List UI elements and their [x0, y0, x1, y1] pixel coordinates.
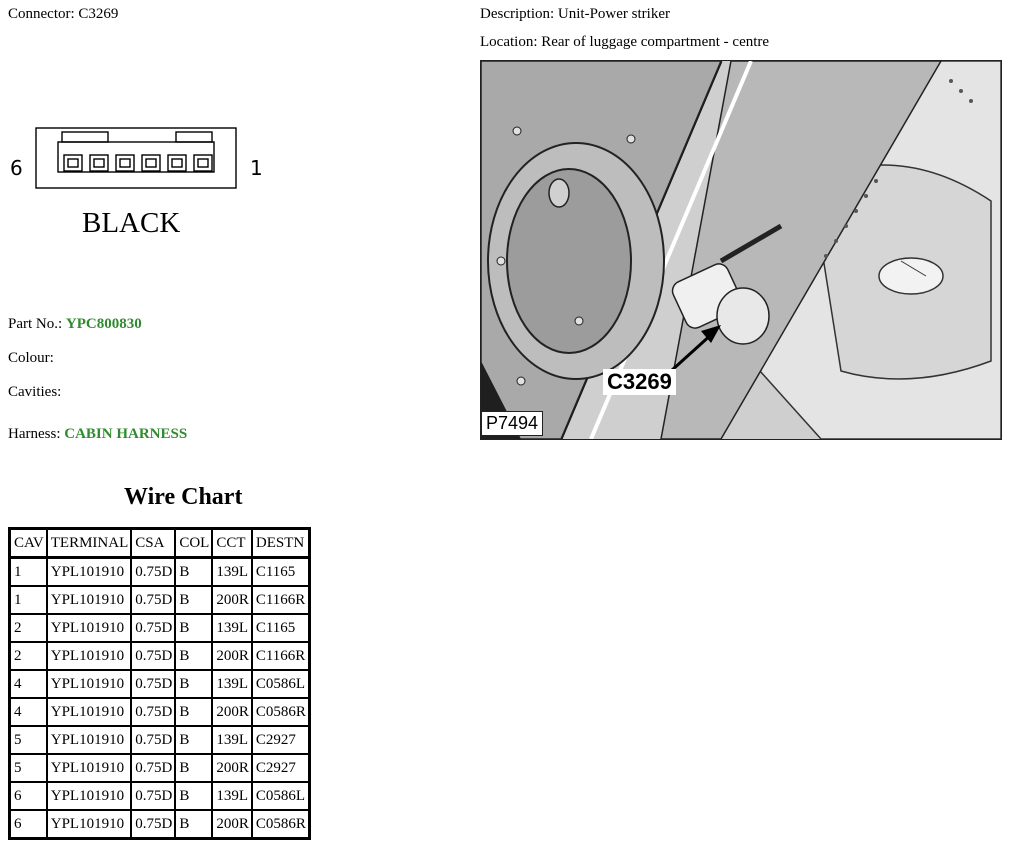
pin-cavity-2 — [168, 155, 186, 171]
pin-label-left: 6 — [10, 156, 23, 180]
cell-cav: 4 — [10, 698, 47, 726]
table-row — [10, 726, 309, 754]
cell-csa: 0.75D — [131, 586, 175, 614]
table-row — [10, 586, 309, 614]
cell-cct: 200R — [212, 754, 252, 782]
pin-cavity-5-inner — [94, 159, 104, 167]
pin-label-right: 1 — [250, 156, 263, 180]
table-row — [10, 698, 309, 726]
cell-csa: 0.75D — [131, 558, 175, 586]
cell-csa: 0.75D — [131, 642, 175, 670]
table-row — [10, 642, 309, 670]
pin-cavity-1-inner — [198, 159, 208, 167]
header-cct: CCT — [212, 529, 252, 558]
connector-color-text: BLACK — [82, 207, 181, 239]
cell-col: B — [175, 614, 212, 642]
cell-csa: 0.75D — [131, 726, 175, 754]
cell-csa: 0.75D — [131, 670, 175, 698]
latch-left — [62, 132, 108, 142]
cell-csa: 0.75D — [131, 614, 175, 642]
cell-cav: 6 — [10, 782, 47, 810]
cell-cav: 4 — [10, 670, 47, 698]
cell-col: B — [175, 670, 212, 698]
location-value: Rear of luggage compartment - centre — [541, 34, 770, 50]
pin-cavity-3 — [142, 155, 160, 171]
connector-value: C3269 — [78, 6, 119, 22]
part-no-label: Part No.: — [8, 316, 63, 332]
cell-col: B — [175, 782, 212, 810]
colour-label: Colour: — [8, 350, 54, 366]
table-row — [10, 670, 309, 698]
pin-cavity-6 — [64, 155, 82, 171]
cell-terminal: YPL101910 — [47, 670, 132, 698]
cell-cav: 5 — [10, 754, 47, 782]
photo-callout-label: C3269 — [603, 369, 676, 395]
harness-value[interactable]: CABIN HARNESS — [64, 426, 188, 442]
cell-terminal: YPL101910 — [47, 614, 132, 642]
description-line — [480, 6, 670, 23]
header-col: COL — [175, 529, 212, 558]
cell-terminal: YPL101910 — [47, 782, 132, 810]
harness-label: Harness: — [8, 426, 61, 442]
table-row — [10, 558, 309, 586]
pin-cavity-2-inner — [172, 159, 182, 167]
pin-cavity-4-inner — [120, 159, 130, 167]
cell-cct: 200R — [212, 586, 252, 614]
cell-terminal: YPL101910 — [47, 726, 132, 754]
pin-cavity-1 — [194, 155, 212, 171]
cell-destn: C2927 — [252, 726, 309, 754]
cell-destn: C1166R — [252, 586, 309, 614]
photo-figure-id: P7494 — [481, 411, 543, 436]
cell-cav: 2 — [10, 614, 47, 642]
cell-destn: C1165 — [252, 558, 309, 586]
cell-cct: 139L — [212, 558, 252, 586]
wire-chart-table — [8, 527, 311, 840]
cell-cct: 200R — [212, 810, 252, 838]
cell-cct: 200R — [212, 642, 252, 670]
connector-housing — [36, 128, 236, 188]
harness-line — [8, 426, 187, 443]
table-row — [10, 754, 309, 782]
cell-terminal: YPL101910 — [47, 558, 132, 586]
cell-cct: 139L — [212, 670, 252, 698]
cell-col: B — [175, 586, 212, 614]
cavities-label: Cavities: — [8, 384, 62, 400]
cell-csa: 0.75D — [131, 698, 175, 726]
cell-cav: 5 — [10, 726, 47, 754]
header-cav: CAV — [10, 529, 47, 558]
pin-cavity-5 — [90, 155, 108, 171]
part-no-value[interactable]: YPC800830 — [65, 316, 142, 332]
cell-cav: 2 — [10, 642, 47, 670]
cell-cct: 139L — [212, 614, 252, 642]
wire-chart-title: Wire Chart — [124, 484, 243, 510]
pin-cavity-3-inner — [146, 159, 156, 167]
cell-cct: 139L — [212, 782, 252, 810]
connector-line — [8, 6, 118, 23]
location-photo — [480, 60, 1002, 440]
cell-terminal: YPL101910 — [47, 642, 132, 670]
table-row — [10, 614, 309, 642]
cell-destn: C1165 — [252, 614, 309, 642]
table-row — [10, 810, 309, 838]
cell-destn: C1166R — [252, 642, 309, 670]
cell-terminal: YPL101910 — [47, 586, 132, 614]
cell-col: B — [175, 642, 212, 670]
description-value: Unit-Power striker — [557, 6, 670, 22]
location-label: Location: — [480, 34, 538, 50]
cell-destn: C2927 — [252, 754, 309, 782]
cell-csa: 0.75D — [131, 754, 175, 782]
cell-col: B — [175, 754, 212, 782]
connector-face-diagram — [0, 110, 280, 250]
cell-csa: 0.75D — [131, 782, 175, 810]
location-line — [480, 34, 769, 51]
cell-terminal: YPL101910 — [47, 754, 132, 782]
cell-col: B — [175, 698, 212, 726]
colour-line — [8, 350, 54, 367]
location-photo-drawing — [481, 61, 1001, 439]
header-csa: CSA — [131, 529, 175, 558]
connector-label: Connector: — [8, 6, 75, 22]
wire-chart-header-row — [10, 529, 309, 558]
cell-cav: 1 — [10, 558, 47, 586]
header-terminal: TERMINAL — [47, 529, 132, 558]
pin-cavity-4 — [116, 155, 134, 171]
cell-col: B — [175, 726, 212, 754]
cell-destn: C0586L — [252, 670, 309, 698]
part-no-line — [8, 316, 142, 333]
cell-col: B — [175, 558, 212, 586]
cell-col: B — [175, 810, 212, 838]
cavities-line — [8, 384, 61, 401]
cell-cct: 139L — [212, 726, 252, 754]
cell-destn: C0586L — [252, 782, 309, 810]
cell-cct: 200R — [212, 698, 252, 726]
pin-cavity-6-inner — [68, 159, 78, 167]
cell-cav: 6 — [10, 810, 47, 838]
cell-destn: C0586R — [252, 698, 309, 726]
description-label: Description: — [480, 6, 555, 22]
cell-terminal: YPL101910 — [47, 810, 132, 838]
cell-destn: C0586R — [252, 810, 309, 838]
table-row — [10, 782, 309, 810]
cell-csa: 0.75D — [131, 810, 175, 838]
header-destn: DESTN — [252, 529, 309, 558]
cell-cav: 1 — [10, 586, 47, 614]
cell-terminal: YPL101910 — [47, 698, 132, 726]
latch-right — [176, 132, 212, 142]
